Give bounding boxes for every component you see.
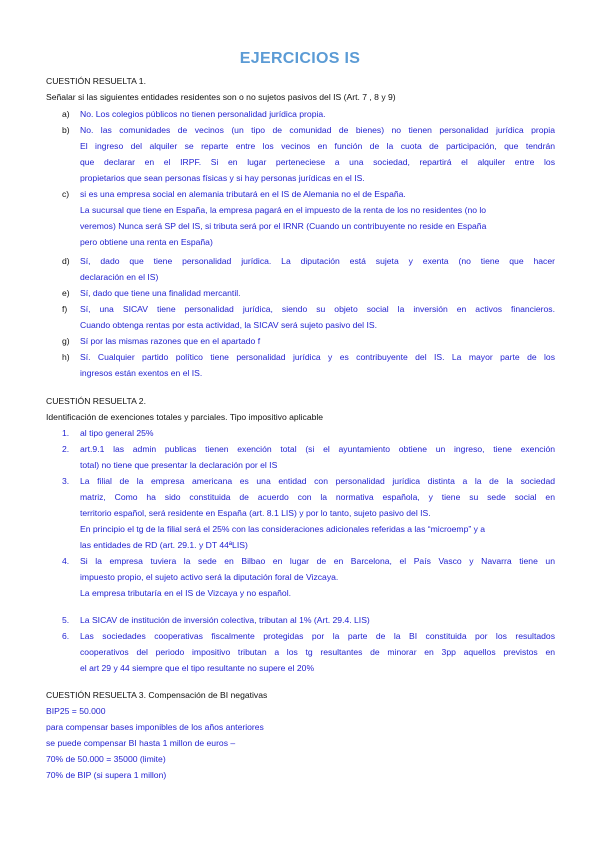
q2-item-6-marker: 6. — [62, 631, 70, 641]
q2-item-6-line-3: el art 29 y 44 siempre que el tipo resultante no supere el 20% — [80, 663, 315, 673]
q2-item-3-line-3: territorio español, será residente en España (art. 8.1 LIS) y por lo tanto, sujeto pasivo del IS. — [80, 508, 431, 518]
q2-item-4-line-2: impuesto propio, el sujeto activo será la diputación foral de Vizcaya. — [80, 572, 339, 582]
q3-line-4: 70% de 50.000 = 35000 (limite) — [46, 754, 166, 764]
q2-item-3-line-4: En principio el tg de la filial será el 25% con las consideraciones adicionales referidas a las “microemp” y a — [80, 524, 486, 534]
q2-item-5-marker: 5. — [62, 615, 70, 625]
q1-item-b-line-2: El ingreso del alquiler se reparte entre los vecinos en función de la cuota de participación, que tendrán — [80, 141, 555, 151]
q2-item-4-marker: 4. — [62, 556, 70, 566]
q1-item-b-marker: b) — [62, 125, 70, 135]
q2-prompt: Identificación de exenciones totales y parciales. Tipo impositivo aplicable — [46, 412, 324, 422]
q1-item-b-line-1: No. las comunidades de vecinos (un tipo de comunidad de bienes) no tienen personalidad jurídica propia — [80, 125, 555, 135]
q2-item-4-line-1: Si la empresa tuviera la sede en Bilbao en lugar de en Barcelona, el País Vasco y Navarra tiene un — [80, 556, 555, 566]
q1-item-f-line-1: Sí, una SICAV tiene personalidad jurídica, siendo su objeto social la inversión en activos financieros. — [80, 304, 555, 314]
q1-item-e-marker: e) — [62, 288, 70, 298]
q1-item-a-marker: a) — [62, 109, 70, 119]
q2-item-4-line-3: La empresa tributaría en el IS de Vizcaya y no español. — [80, 588, 291, 598]
q1-item-f-marker: f) — [62, 304, 68, 314]
q1-item-d-line-1: Sí, dado que tiene personalidad jurídica. La diputación está sujeta y exenta (no tiene que hacer — [80, 256, 555, 266]
q1-item-c-line-3: veremos) Nunca será SP del IS, si tributa será por el IRNR (Cuando un contribuyente no reside en España — [80, 221, 487, 231]
q1-item-c-marker: c) — [62, 189, 70, 199]
q1-heading: CUESTIÓN RESUELTA 1. — [46, 76, 146, 86]
q1-item-c-line-2: La sucursal que tiene en España, la empresa pagará en el impuesto de la renta de los no residentes (no lo — [80, 205, 487, 215]
q1-item-b-line-3: que declarar en el IRPF. Si en lugar perteneciese a una sociedad, repartirá el alquiler entre los — [80, 157, 555, 167]
q2-heading: CUESTIÓN RESUELTA 2. — [46, 396, 146, 406]
q2-item-6-line-1: Las sociedades cooperativas fiscalmente protegidas por la parte de la BI constituida por los resultados — [80, 631, 555, 641]
q1-item-e-line-1: Sí, dado que tiene una finalidad mercantil. — [80, 288, 241, 298]
document-title: EJERCICIOS IS — [239, 50, 361, 67]
q2-item-1-line-1: al tipo general 25% — [80, 428, 154, 438]
q3-line-2: para compensar bases imponibles de los años anteriores — [46, 722, 264, 732]
q1-item-a-line-1: No. Los colegios públicos no tienen personalidad jurídica propia. — [80, 109, 326, 119]
q2-item-2-marker: 2. — [62, 444, 70, 454]
q2-item-3-line-1: La filial de la empresa americana es una entidad con personalidad jurídica distinta a la de la sociedad — [80, 476, 555, 486]
q1-item-f-line-2: Cuando obtenga rentas por esta actividad, la SICAV será sujeto pasivo del IS. — [80, 320, 377, 330]
q3-line-5: 70% de BIP (si supera 1 millon) — [46, 770, 167, 780]
q1-item-d-marker: d) — [62, 256, 70, 266]
q1-item-g-marker: g) — [62, 336, 70, 346]
q3-line-1: BIP25 = 50.000 — [46, 706, 106, 716]
q1-item-h-line-1: Sí. Cualquier partido político tiene personalidad jurídica y es contribuyente del IS. La mayor parte de los — [80, 352, 555, 362]
q1-item-b-line-4: propietarios que sean personas físicas y si hay personas jurídicas en el IS. — [80, 173, 365, 183]
q1-item-h-marker: h) — [62, 352, 70, 362]
q2-item-2-line-2: total) no tiene que presentar la declaración por el IS — [80, 460, 278, 470]
q1-item-c-line-1: si es una empresa social en alemania tributará en el IS de Alemania no el de España. — [80, 189, 406, 199]
q2-item-1-marker: 1. — [62, 428, 70, 438]
q2-item-5-line-1: La SICAV de institución de inversión colectiva, tributan al 1% (Art. 29.4. LIS) — [80, 615, 370, 625]
q3-heading: CUESTIÓN RESUELTA 3. Compensación de BI negativas — [46, 690, 268, 700]
q2-item-2-line-1: art.9.1 las admin publicas tienen exención total (si el ayuntamiento obtiene un ingreso, tiene exención — [80, 444, 555, 454]
q1-item-c-line-4: pero obtiene una renta en España) — [80, 237, 213, 247]
q2-item-3-line-2: matriz, Como ha sido constituida de acuerdo con la normativa española, y tiene su sede social en — [80, 492, 555, 502]
q2-item-6-line-2: cooperativos del periodo impositivo tributan a los tg resultantes de minorar en 3pp aquellos previstos en — [80, 647, 555, 657]
q1-prompt: Señalar si las siguientes entidades residentes son o no sujetos pasivos del IS (Art. 7 , 8 y 9) — [46, 92, 396, 102]
q1-item-h-line-2: ingresos están exentos en el IS. — [80, 368, 203, 378]
q2-item-3-line-5: las entidades de RD (art. 29.1. y DT 44ªLIS) — [80, 540, 248, 550]
q2-item-3-marker: 3. — [62, 476, 70, 486]
q3-line-3: se puede compensar BI hasta 1 millon de euros – — [46, 738, 236, 748]
q1-item-g-line-1: Sí por las mismas razones que en el apartado f — [80, 336, 261, 346]
q1-item-d-line-2: declaración en el IS) — [80, 272, 159, 282]
